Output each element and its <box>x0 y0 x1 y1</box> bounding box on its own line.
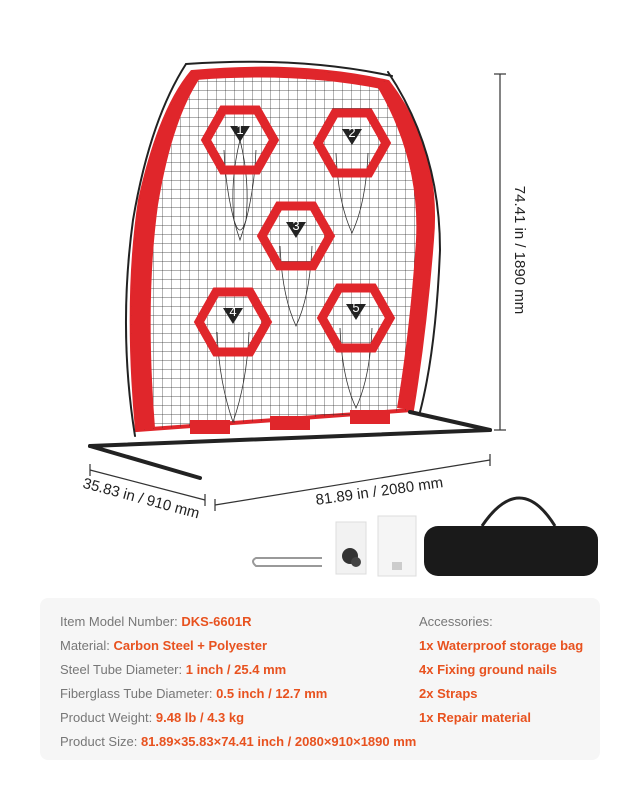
spec-weight-value: 9.48 lb / 4.3 kg <box>155 710 245 725</box>
target-4-number: 4 <box>229 304 237 319</box>
height-label: 74.41 in / 1890 mm <box>511 185 528 315</box>
spec-weight-label: Product Weight: <box>60 710 153 725</box>
spec-size-value: 81.89×35.83×74.41 inch / 2080×910×1890 mm <box>140 734 417 749</box>
spec-steel-tube <box>60 662 286 678</box>
height-dimension <box>494 74 528 430</box>
storage-bag-image <box>424 498 598 576</box>
target-2-number: 2 <box>348 125 356 140</box>
spec-size <box>60 734 416 750</box>
spec-steel-tube-value: 1 inch / 25.4 mm <box>185 662 287 677</box>
accessory-item: 1x Repair material <box>419 710 532 725</box>
spec-size-label: Product Size: <box>60 734 138 749</box>
spec-model-label: Item Model Number: <box>60 614 178 629</box>
accessory-item: 2x Straps <box>419 686 478 701</box>
spec-model-value: DKS-6601R <box>181 614 252 629</box>
width-label: 81.89 in / 2080 mm <box>314 474 445 509</box>
nails-pack-image <box>336 522 366 574</box>
ground-nail-image <box>253 558 322 566</box>
spec-material-label: Material: <box>60 638 110 653</box>
depth-label: 35.83 in / 910 mm <box>80 474 202 523</box>
target-3-number: 3 <box>292 218 300 233</box>
spec-weight <box>60 710 244 726</box>
spec-material-value: Carbon Steel + Polyester <box>113 638 268 653</box>
target-1-number: 1 <box>236 122 244 137</box>
practice-net <box>120 60 450 440</box>
spec-model <box>60 614 251 630</box>
spec-fiberglass-tube <box>60 686 327 702</box>
accessory-item: 1x Waterproof storage bag <box>419 638 584 653</box>
accessory-item: 4x Fixing ground nails <box>419 662 557 677</box>
target-5-number: 5 <box>352 300 360 315</box>
spec-fiberglass-tube-label: Fiberglass Tube Diameter: <box>60 686 213 701</box>
spec-steel-tube-label: Steel Tube Diameter: <box>60 662 183 677</box>
spec-material <box>60 638 267 654</box>
width-dimension <box>215 454 490 511</box>
repair-material-image <box>378 516 416 576</box>
accessories-title: Accessories: <box>419 614 493 629</box>
spec-fiberglass-tube-value: 0.5 inch / 12.7 mm <box>216 686 328 701</box>
